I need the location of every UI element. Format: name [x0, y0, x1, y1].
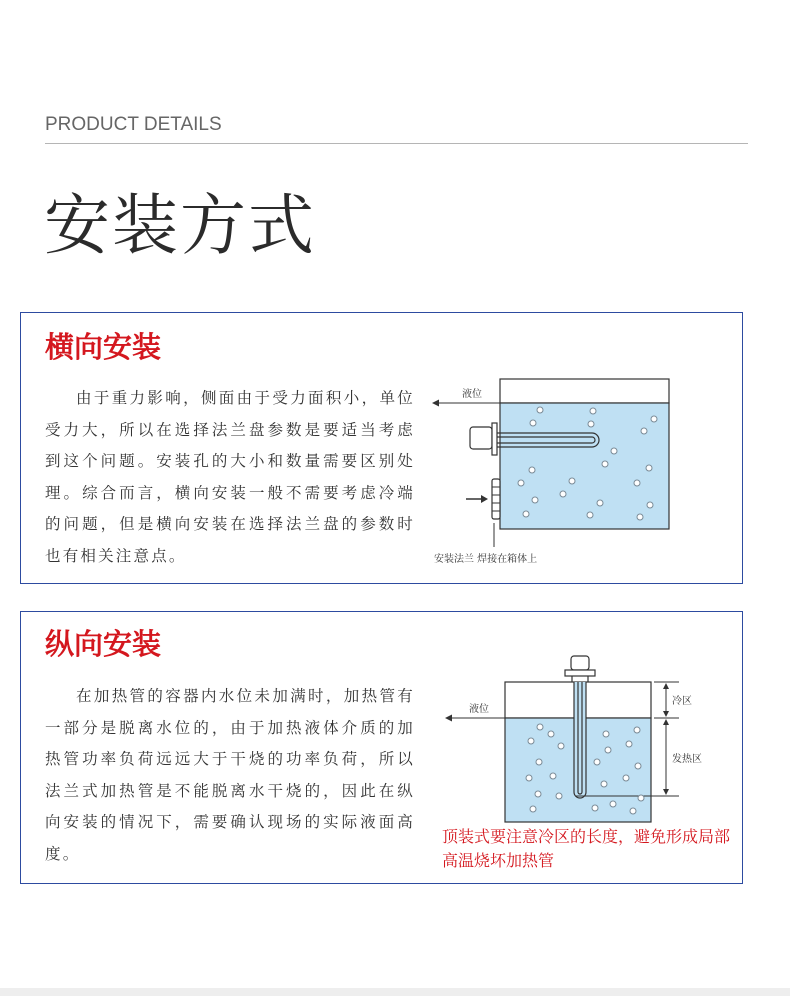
- bubble: [630, 808, 636, 814]
- liquid-level-arrowhead: [432, 400, 439, 407]
- bubble: [634, 727, 640, 733]
- bubble: [647, 502, 653, 508]
- tank-water: [500, 403, 669, 529]
- bubble: [603, 731, 609, 737]
- bubble: [594, 759, 600, 765]
- page-title: 安装方式: [44, 187, 316, 264]
- bubble: [601, 781, 607, 787]
- bubble: [588, 421, 594, 427]
- bubble: [556, 793, 562, 799]
- bubble: [637, 514, 643, 520]
- tank-air-space: [500, 379, 669, 403]
- cold-zone-arrow-up: [663, 683, 669, 689]
- bubble: [560, 491, 566, 497]
- bubble: [592, 805, 598, 811]
- bubble: [626, 741, 632, 747]
- bubble: [651, 416, 657, 422]
- heater-terminal-box: [571, 656, 589, 670]
- bubble: [623, 775, 629, 781]
- flange-arrowhead: [481, 495, 488, 503]
- bubble: [634, 480, 640, 486]
- bubble: [587, 512, 593, 518]
- liquid-level-arrowhead: [445, 715, 452, 722]
- heater-tube-outer: [574, 682, 586, 798]
- section-heading-vertical: 纵向安装: [45, 627, 162, 661]
- bubble: [529, 467, 535, 473]
- horizontal-diagram-svg: [426, 375, 726, 575]
- section-paragraph-vertical: 在加热管的容器内水位未加满时，加热管有一部分是脱离水位的，由于加热液体介质的加热管功率负荷远远大于干烧的功率负荷，所以法兰式加热管是不能脱离水干烧的，因此在纵向安装的情况下，需要确认现场的实际液面高度。: [45, 687, 415, 863]
- heater-terminal-box: [470, 427, 492, 449]
- heat-zone-arrow-down: [663, 789, 669, 795]
- bubble: [526, 775, 532, 781]
- liquid-level-label: 液位: [469, 704, 489, 715]
- bubble: [641, 428, 647, 434]
- bubble: [523, 511, 529, 517]
- section-heading-horizontal: 横向安装: [45, 330, 162, 364]
- welded-flange: [492, 479, 500, 519]
- horizontal-install-diagram: [426, 375, 726, 579]
- bubble: [530, 806, 536, 812]
- section-paragraph-horizontal: 由于重力影响，侧面由于受力面积小，单位受力大，所以在选择法兰盘参数是要适当考虑到这个问题。安装孔的大小和数量需要区别处理。综合而言，横向安装一般不需要考虑冷端的问题，但是横向安装在选择法兰盘的参数时也有相关注意点。: [45, 389, 415, 565]
- bubble: [518, 480, 524, 486]
- bubble: [537, 724, 543, 730]
- header-label: PRODUCT DETAILS: [45, 114, 222, 135]
- header-divider: [45, 143, 748, 144]
- bubble: [605, 747, 611, 753]
- bubble: [638, 795, 644, 801]
- cold-zone-arrow-down: [663, 711, 669, 717]
- bubble: [548, 731, 554, 737]
- bubble: [610, 801, 616, 807]
- bubble: [536, 759, 542, 765]
- bubble: [646, 465, 652, 471]
- bubble: [532, 497, 538, 503]
- bubble: [550, 773, 556, 779]
- cold-zone-label: 冷区: [672, 696, 692, 707]
- heat-zone-arrow-up: [663, 719, 669, 725]
- heater-flange: [565, 670, 595, 676]
- bubble: [535, 791, 541, 797]
- vertical-install-diagram: [441, 654, 741, 833]
- bubble: [569, 478, 575, 484]
- bubble: [611, 448, 617, 454]
- vertical-install-note: 顶装式要注意冷区的长度，避免形成局部高温烧坏加热管: [442, 827, 731, 870]
- heat-zone-label: 发热区: [672, 754, 702, 765]
- vertical-diagram-svg: [441, 654, 741, 829]
- flange-caption: 安装法兰 焊接在箱体上: [434, 554, 538, 565]
- footer-strip: [0, 988, 790, 996]
- heater-flange: [492, 423, 497, 455]
- bubble: [597, 500, 603, 506]
- bubble: [537, 407, 543, 413]
- vertical-install-panel: [20, 611, 743, 884]
- bubble: [590, 408, 596, 414]
- bubble: [530, 420, 536, 426]
- bubble: [528, 738, 534, 744]
- bubble: [558, 743, 564, 749]
- horizontal-install-panel: [20, 312, 743, 584]
- bubble: [602, 461, 608, 467]
- liquid-level-label: 液位: [462, 389, 482, 400]
- bubble: [635, 763, 641, 769]
